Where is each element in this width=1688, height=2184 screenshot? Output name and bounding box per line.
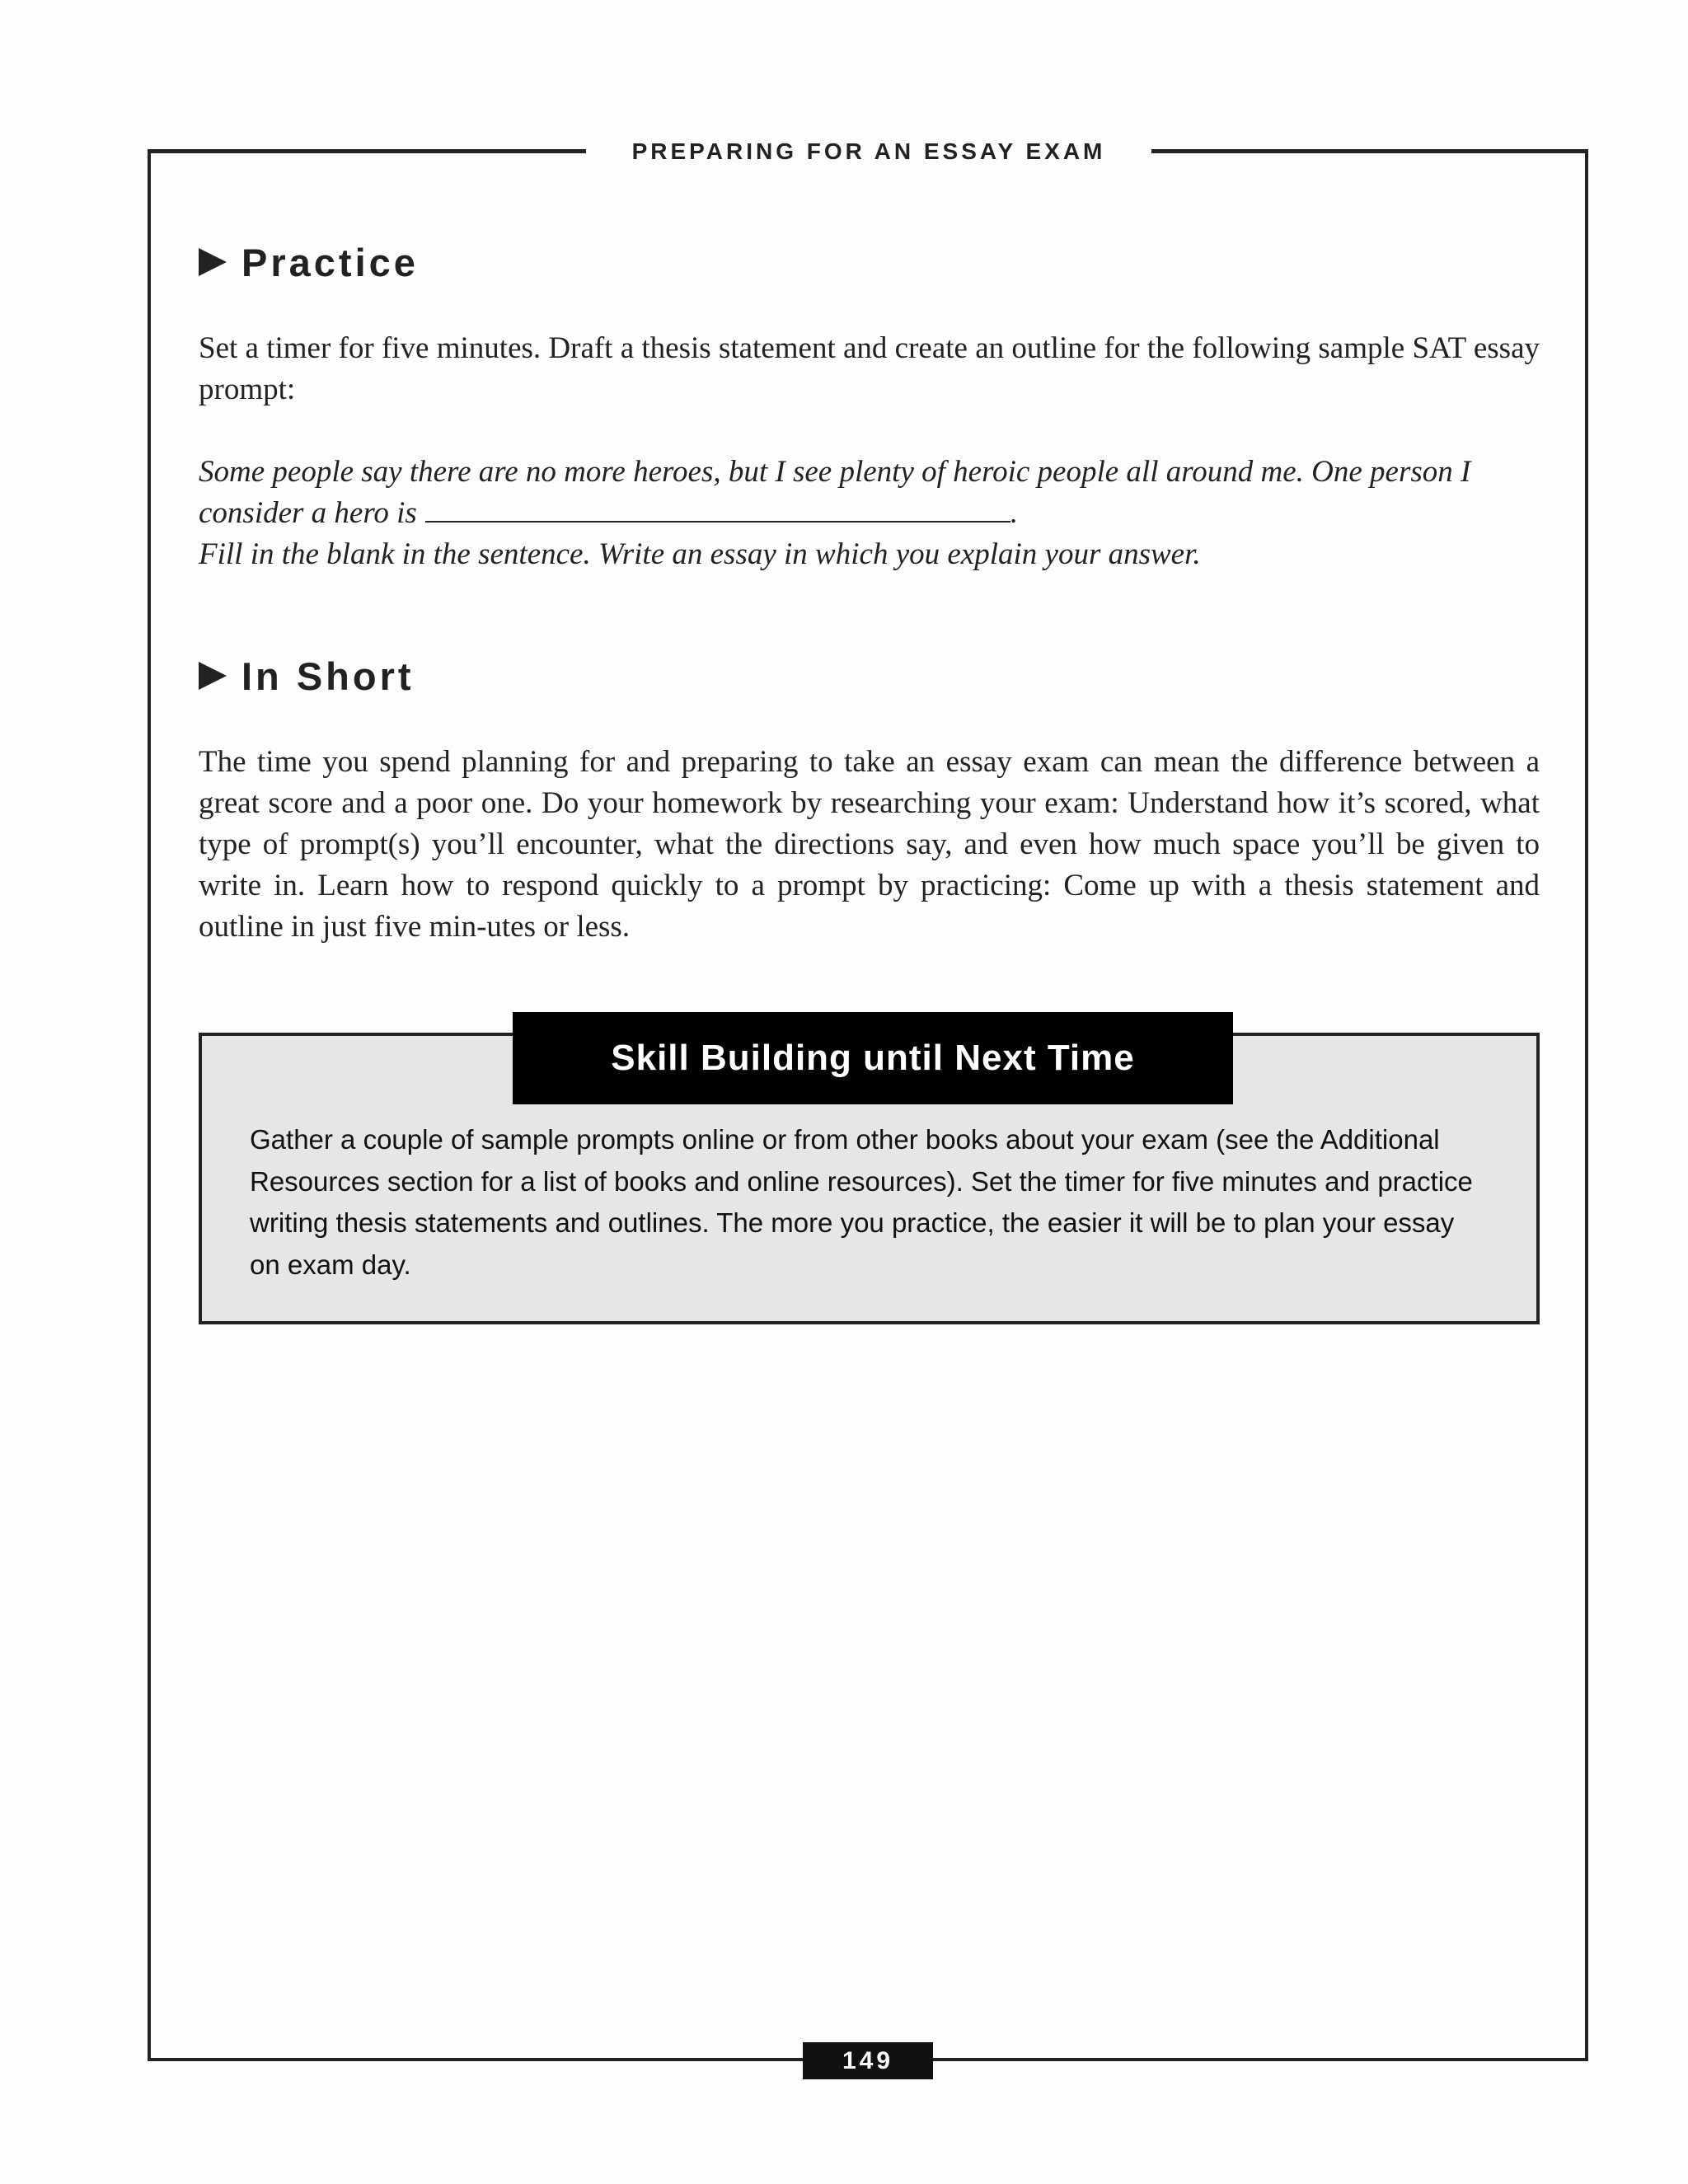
prompt-line-1: Some people say there are no more heroes, but I see plenty of heroic people all around me. One person I consider a hero is [199, 455, 1471, 530]
practice-heading-label: Practice [241, 240, 419, 284]
page-number: 149 [803, 2042, 933, 2079]
sample-prompt [199, 452, 1540, 575]
triangle-bullet-icon [199, 248, 227, 276]
practice-heading [199, 236, 419, 288]
running-head: PREPARING FOR AN ESSAY EXAM [631, 138, 1106, 164]
prompt-end: . [1010, 496, 1019, 530]
in-short-paragraph: The time you spend planning for and preparing to take an essay exam can mean the difference between a great score and a poor one. Do your homework by researching your exam: Understand how it’s scored, what type of prompt(s) you’ll encounter, what the directions say, and even how much space you’ll be given to write in. Learn how to respond quickly to a prompt by practicing: Come up with a thesis statement and outline in just five min-utes or less. [199, 745, 1540, 944]
triangle-bullet-icon [199, 662, 227, 690]
in-short-heading [199, 649, 415, 702]
prompt-line-2: Fill in the blank in the sentence. Write an essay in which you explain your answer. [199, 537, 1201, 571]
top-rule-right [1151, 149, 1588, 153]
fill-in-blank [425, 496, 1010, 523]
top-rule-left [148, 149, 586, 153]
practice-instructions: Set a timer for five minutes. Draft a thesis statement and create an outline for the following sample SAT essay prompt: [199, 331, 1540, 406]
skill-building-title: Skill Building until Next Time [513, 1012, 1233, 1104]
in-short-heading-label: In Short [241, 654, 415, 698]
skill-building-text: Gather a couple of sample prompts online or from other books about your exam (see the Additional Resources section for a list of books and online resources). Set the timer for five minutes and practice writing thesis statements and outlines. The more you practice, the easier it will be to plan your essay on exam day. [250, 1124, 1473, 1280]
